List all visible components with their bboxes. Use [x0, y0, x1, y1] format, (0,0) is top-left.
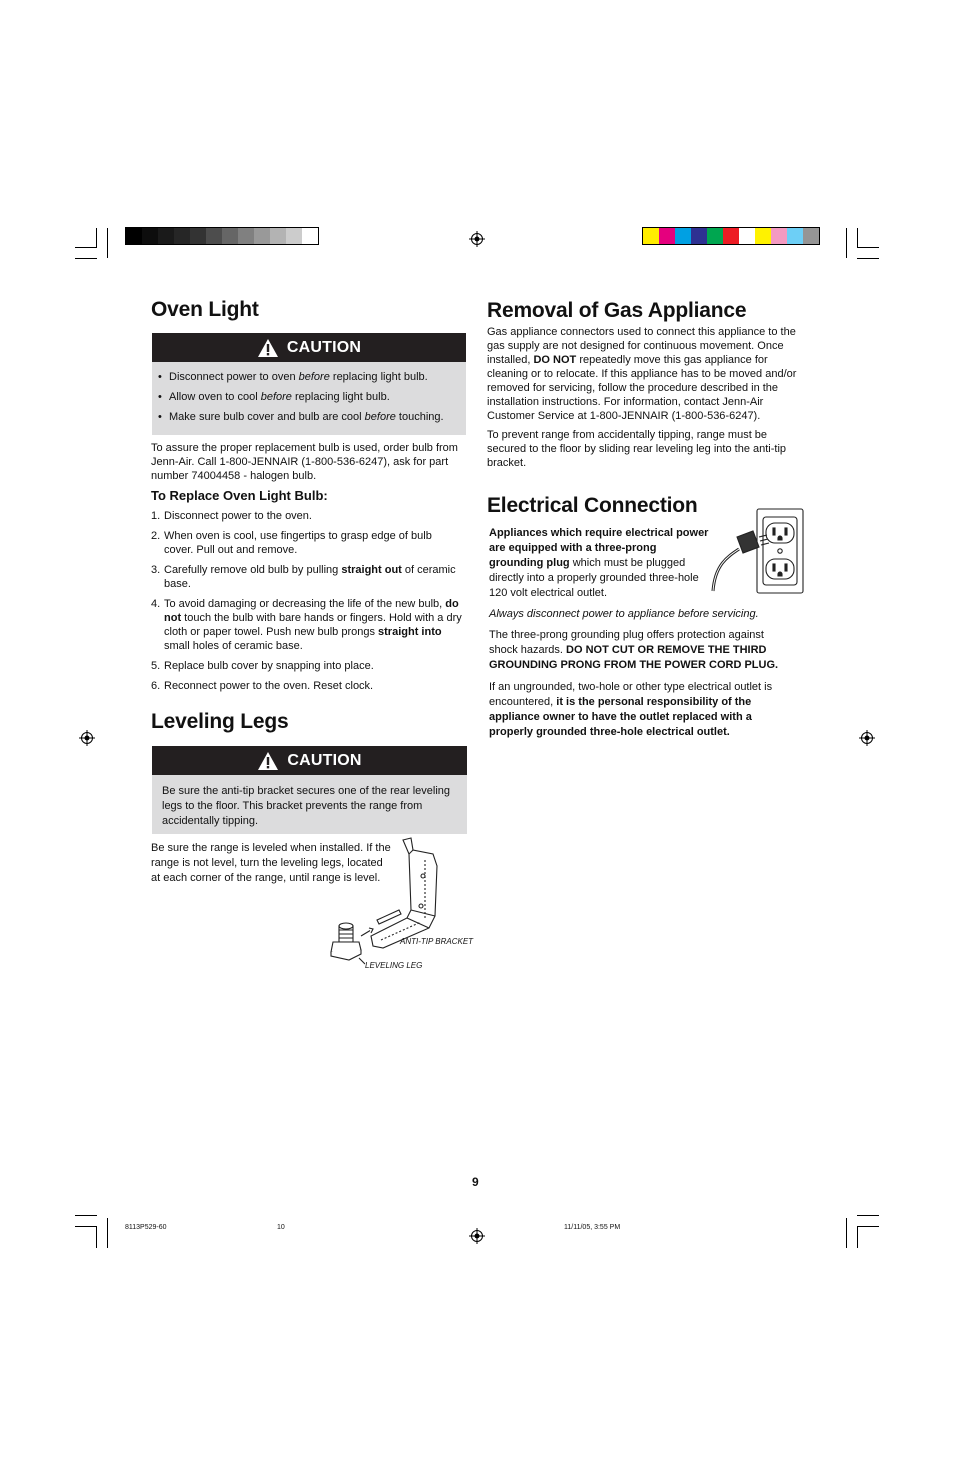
crop-mark — [857, 1226, 879, 1227]
step-item: 4. To avoid damaging or decreasing the life of the new bulb, do not touch the bulb with bare hands or fingers. Hold with a dry cloth or paper towel. Push new bulb prongs straight into small holes of ceramic base. — [151, 598, 462, 652]
calibration-swatch — [286, 228, 302, 244]
oven-light-intro: To assure the proper replacement bulb is used, order bulb from Jenn-Air. Call 1-800-JENNAIR (1-800-536-6247), ask for part number 74004458 - halogen bulb. — [151, 442, 458, 482]
oven-light-caution-header — [152, 333, 466, 362]
caution-list — [158, 370, 466, 424]
crop-mark — [75, 247, 97, 248]
grayscale-calibration-bar — [125, 227, 319, 245]
electrical-paragraph-4: If an ungrounded, two-hole or other type electrical outlet is encountered, it is the personal responsibility of the appliance owner to have the outlet replaced with a properly grounded three-hole electrical outlet. — [489, 681, 773, 738]
calibration-swatch — [803, 228, 819, 244]
crop-mark — [96, 228, 97, 248]
color-calibration-bar — [642, 227, 820, 245]
calibration-swatch — [254, 228, 270, 244]
anti-tip-bracket-illustration — [325, 836, 470, 971]
footer-timestamp: 11/11/05, 3:55 PM — [564, 1224, 621, 1231]
caution-text: Be sure the anti-tip bracket secures one of the rear leveling legs to the floor. This bracket prevents the range from accidentally tipping. — [162, 785, 450, 827]
crop-mark — [107, 228, 108, 258]
footer-page-ref: 10 — [277, 1224, 285, 1231]
grounded-outlet-illustration — [707, 507, 807, 595]
crop-mark — [75, 1215, 97, 1216]
removal-heading: Removal of Gas Appliance — [487, 299, 747, 322]
calibration-swatch — [238, 228, 254, 244]
crop-mark — [75, 258, 97, 259]
crop-mark — [96, 1226, 97, 1248]
step-item: 6. Reconnect power to the oven. Reset clock. — [151, 680, 374, 692]
page-number: 9 — [472, 1175, 479, 1189]
electrical-paragraph-1: Appliances which require electrical power are equipped with a three-prong grounding plug which must be plugged directly into a properly grounded three-hole 120 volt electrical outlet. — [489, 527, 709, 599]
replace-bulb-subheading: To Replace Oven Light Bulb: — [151, 488, 328, 503]
crop-mark — [75, 1226, 97, 1227]
calibration-swatch — [222, 228, 238, 244]
calibration-swatch — [707, 228, 723, 244]
registration-target-icon — [859, 730, 875, 746]
caution-label: CAUTION — [286, 338, 362, 356]
registration-target-icon — [469, 1228, 485, 1244]
calibration-swatch — [675, 228, 691, 244]
calibration-swatch — [270, 228, 286, 244]
caution-item: • Make sure bulb cover and bulb are cool before touching. — [158, 410, 466, 424]
step-item: 1. Disconnect power to the oven. — [151, 510, 312, 522]
leveling-legs-caution-panel — [152, 775, 467, 834]
calibration-swatch — [739, 228, 755, 244]
electrical-heading: Electrical Connection — [487, 494, 698, 517]
oven-light-caution-panel — [152, 362, 466, 435]
calibration-swatch — [206, 228, 222, 244]
calibration-swatch — [755, 228, 771, 244]
step-item: 2. When oven is cool, use fingertips to grasp edge of bulb cover. Pull out and remove. — [151, 530, 432, 556]
crop-mark — [107, 1218, 108, 1248]
step-item: 5. Replace bulb cover by snapping into place. — [151, 660, 374, 672]
warning-icon — [257, 338, 279, 358]
removal-paragraph-1: Gas appliance connectors used to connect this appliance to the gas supply are not designed for continuous movement. Once installed, DO NOT repeatedly move this gas appliance for cleaning or to relocate. If this appliance has to be moved and/or removed for servicing, follow the procedure described in the installation instructions. For information, contact Jenn-Air Customer Service at 1-800-JENNAIR (1-800-536-6247). — [487, 326, 797, 422]
electrical-paragraph-2: Always disconnect power to appliance before servicing. — [489, 608, 759, 620]
calibration-swatch — [691, 228, 707, 244]
caution-item: • Disconnect power to oven before replacing light bulb. — [158, 370, 466, 384]
calibration-swatch — [190, 228, 206, 244]
calibration-swatch — [142, 228, 158, 244]
calibration-swatch — [643, 228, 659, 244]
removal-paragraph-2: To prevent range from accidentally tipping, range must be secured to the floor by sliding rear leveling leg into the anti-tip bracket. — [487, 429, 787, 469]
electrical-paragraph-3: The three-prong grounding plug offers protection against shock hazards. DO NOT CUT OR REMOVE THE THIRD GROUNDING PRONG FROM THE POWER CORD PLUG. — [489, 629, 779, 671]
calibration-swatch — [126, 228, 142, 244]
caution-label: CAUTION — [287, 751, 362, 769]
warning-icon — [257, 751, 279, 771]
calibration-swatch — [174, 228, 190, 244]
leveling-legs-heading: Leveling Legs — [151, 710, 289, 733]
crop-mark — [857, 1215, 879, 1216]
registration-target-icon — [469, 231, 485, 247]
crop-mark — [857, 258, 879, 259]
caution-item: • Allow oven to cool before replacing light bulb. — [158, 390, 466, 404]
calibration-swatch — [659, 228, 675, 244]
crop-mark — [846, 228, 847, 258]
leveling-leg-label: LEVELING LEG — [365, 961, 423, 970]
calibration-swatch — [302, 228, 318, 244]
calibration-swatch — [771, 228, 787, 244]
oven-light-heading: Oven Light — [151, 298, 259, 321]
step-item: 3. Carefully remove old bulb by pulling straight out of ceramic base. — [151, 564, 456, 590]
footer-job-code: 8113P529-60 — [125, 1224, 167, 1231]
calibration-swatch — [158, 228, 174, 244]
leveling-legs-body: Be sure the range is leveled when installed. If the range is not level, turn the leveling legs, located at each corner of the range, until range is level. — [151, 842, 391, 884]
crop-mark — [857, 247, 879, 248]
crop-mark — [857, 1226, 858, 1248]
anti-tip-bracket-label: ANTI-TIP BRACKET — [400, 937, 474, 946]
registration-target-icon — [79, 730, 95, 746]
calibration-swatch — [787, 228, 803, 244]
replace-bulb-steps — [151, 509, 463, 699]
leveling-legs-caution-header — [152, 746, 467, 775]
crop-mark — [846, 1218, 847, 1248]
calibration-swatch — [723, 228, 739, 244]
crop-mark — [857, 228, 858, 248]
